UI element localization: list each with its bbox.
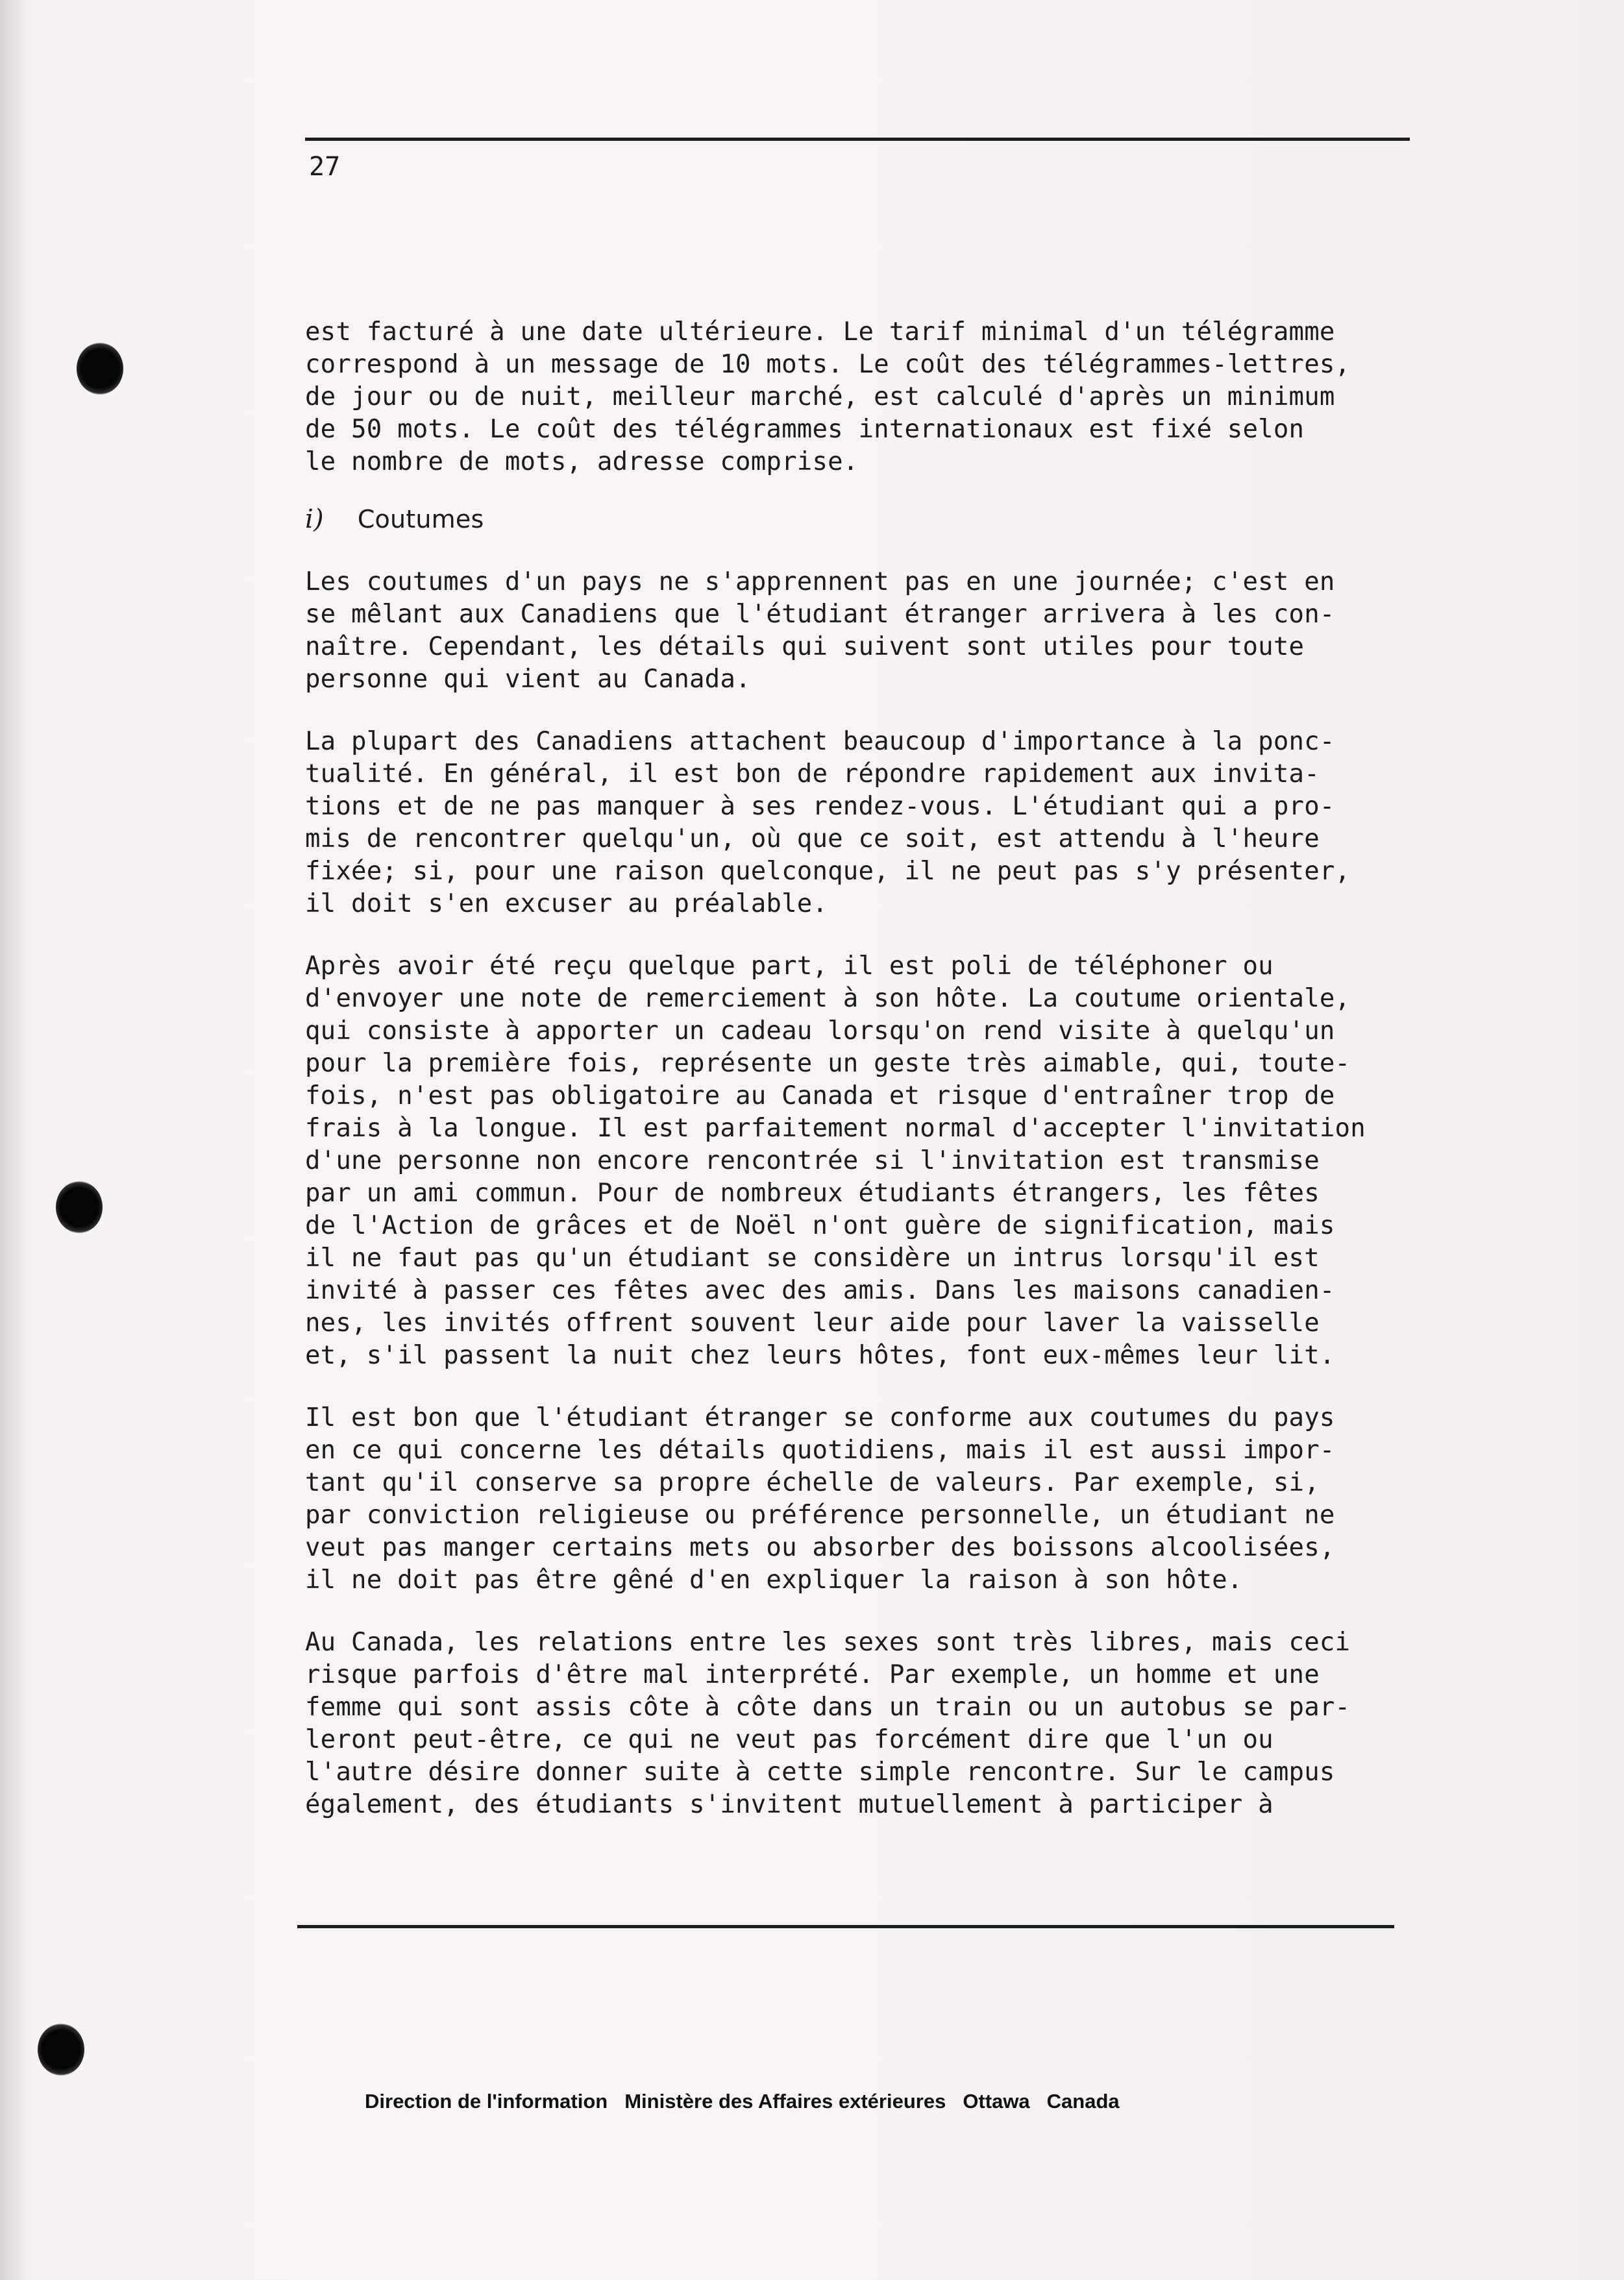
text-line: le nombre de mots, adresse comprise.	[305, 447, 859, 476]
page-number: 27	[309, 152, 341, 182]
punch-hole-icon	[77, 343, 123, 395]
text-line: mis de rencontrer quelqu'un, où que ce soit, est attendu à l'heure	[305, 824, 1320, 853]
text-line: qui consiste à apporter un cadeau lorsqu'on rend visite à quelqu'un	[305, 1016, 1335, 1046]
text-line: Les coutumes d'un pays ne s'apprennent pas en une journée; c'est en	[305, 567, 1335, 596]
text-line: d'envoyer une note de remerciement à son hôte. La coutume orientale,	[305, 984, 1351, 1013]
text-line: l'autre désire donner suite à cette simple rencontre. Sur le campus	[305, 1758, 1335, 1787]
footer-country: Canada	[1046, 2090, 1120, 2113]
text-line: de l'Action de grâces et de Noël n'ont guère de signification, mais	[305, 1211, 1335, 1240]
paragraph-relations	[305, 1626, 1434, 1821]
paragraph-hospitality	[305, 950, 1434, 1372]
text-line: il ne faut pas qu'un étudiant se considère un intrus lorsqu'il est	[305, 1244, 1320, 1273]
text-line: se mêlant aux Canadiens que l'étudiant étranger arrivera à les con-	[305, 600, 1335, 629]
text-line: de jour ou de nuit, meilleur marché, est calculé d'après un minimum	[305, 382, 1335, 411]
footer-ministry: Ministère des Affaires extérieures	[624, 2090, 946, 2113]
text-line: est facturé à une date ultérieure. Le tarif minimal d'un télégramme	[305, 317, 1335, 347]
header-rule	[305, 138, 1410, 141]
text-line: pour la première fois, représente un geste très aimable, qui, toute-	[305, 1049, 1351, 1078]
text-line: femme qui sont assis côte à côte dans un train ou un autobus se par-	[305, 1693, 1351, 1722]
text-line: d'une personne non encore rencontrée si l'invitation est transmise	[305, 1146, 1320, 1175]
text-line: et, s'il passent la nuit chez leurs hôtes, font eux-mêmes leur lit.	[305, 1341, 1335, 1370]
text-line: nes, les invités offrent souvent leur aide pour laver la vaisselle	[305, 1308, 1320, 1338]
footer	[365, 2089, 1137, 2115]
punch-hole-icon	[56, 1181, 103, 1233]
text-line: Après avoir été reçu quelque part, il est poli de téléphoner ou	[305, 951, 1273, 981]
paragraph-punctuality	[305, 726, 1434, 920]
text-line: risque parfois d'être mal interprété. Par exemple, un homme et une	[305, 1660, 1320, 1689]
text-line: tualité. En général, il est bon de répondre rapidement aux invita-	[305, 759, 1320, 789]
text-line: Il est bon que l'étudiant étranger se conforme aux coutumes du pays	[305, 1403, 1335, 1432]
section-marker: i)	[305, 504, 324, 534]
text-line: naître. Cependant, les détails qui suivent sont utiles pour toute	[305, 632, 1305, 661]
text-line: invité à passer ces fêtes avec des amis. Dans les maisons canadien-	[305, 1276, 1335, 1305]
body-text	[305, 316, 1434, 1821]
text-line: correspond à un message de 10 mots. Le coût des télégrammes-lettres,	[305, 350, 1351, 379]
text-line: par conviction religieuse ou préférence personnelle, un étudiant ne	[305, 1501, 1335, 1530]
footer-city: Ottawa	[963, 2090, 1030, 2113]
text-line: par un ami commun. Pour de nombreux étudiants étrangers, les fêtes	[305, 1179, 1320, 1208]
paragraph-customs-intro	[305, 566, 1434, 696]
footer-department: Direction de l'information	[365, 2090, 608, 2113]
text-line: tant qu'il conserve sa propre échelle de valeurs. Par exemple, si,	[305, 1468, 1320, 1497]
text-line: La plupart des Canadiens attachent beaucoup d'importance à la ponc-	[305, 727, 1335, 756]
text-line: frais à la longue. Il est parfaitement normal d'accepter l'invitation	[305, 1114, 1366, 1143]
text-line: de 50 mots. Le coût des télégrammes internationaux est fixé selon	[305, 415, 1305, 444]
text-line: veut pas manger certains mets ou absorber des boissons alcoolisées,	[305, 1533, 1335, 1562]
text-line: personne qui vient au Canada.	[305, 665, 751, 694]
text-line: en ce qui concerne les détails quotidiens, mais il est aussi impor-	[305, 1436, 1335, 1465]
text-line: Au Canada, les relations entre les sexes sont très libres, mais ceci	[305, 1628, 1351, 1657]
page-binding-edge	[0, 0, 26, 2280]
text-line: il ne doit pas être gêné d'en expliquer la raison à son hôte.	[305, 1565, 1243, 1595]
punch-hole-icon	[38, 2024, 84, 2076]
text-line: il doit s'en excuser au préalable.	[305, 889, 828, 918]
paragraph-telegram-rates	[305, 316, 1434, 478]
paragraph-values	[305, 1402, 1434, 1597]
text-line: leront peut-être, ce qui ne veut pas forcément dire que l'un ou	[305, 1725, 1273, 1754]
text-line: également, des étudiants s'invitent mutuellement à participer à	[305, 1790, 1273, 1819]
text-line: tions et de ne pas manquer à ses rendez-vous. L'étudiant qui a pro-	[305, 792, 1335, 821]
text-line: fixée; si, pour une raison quelconque, il ne peut pas s'y présenter,	[305, 857, 1351, 886]
footer-rule	[297, 1925, 1394, 1928]
section-title: Coutumes	[357, 505, 484, 533]
text-line: fois, n'est pas obligatoire au Canada et risque d'entraîner trop de	[305, 1081, 1335, 1110]
section-heading	[305, 503, 1434, 536]
